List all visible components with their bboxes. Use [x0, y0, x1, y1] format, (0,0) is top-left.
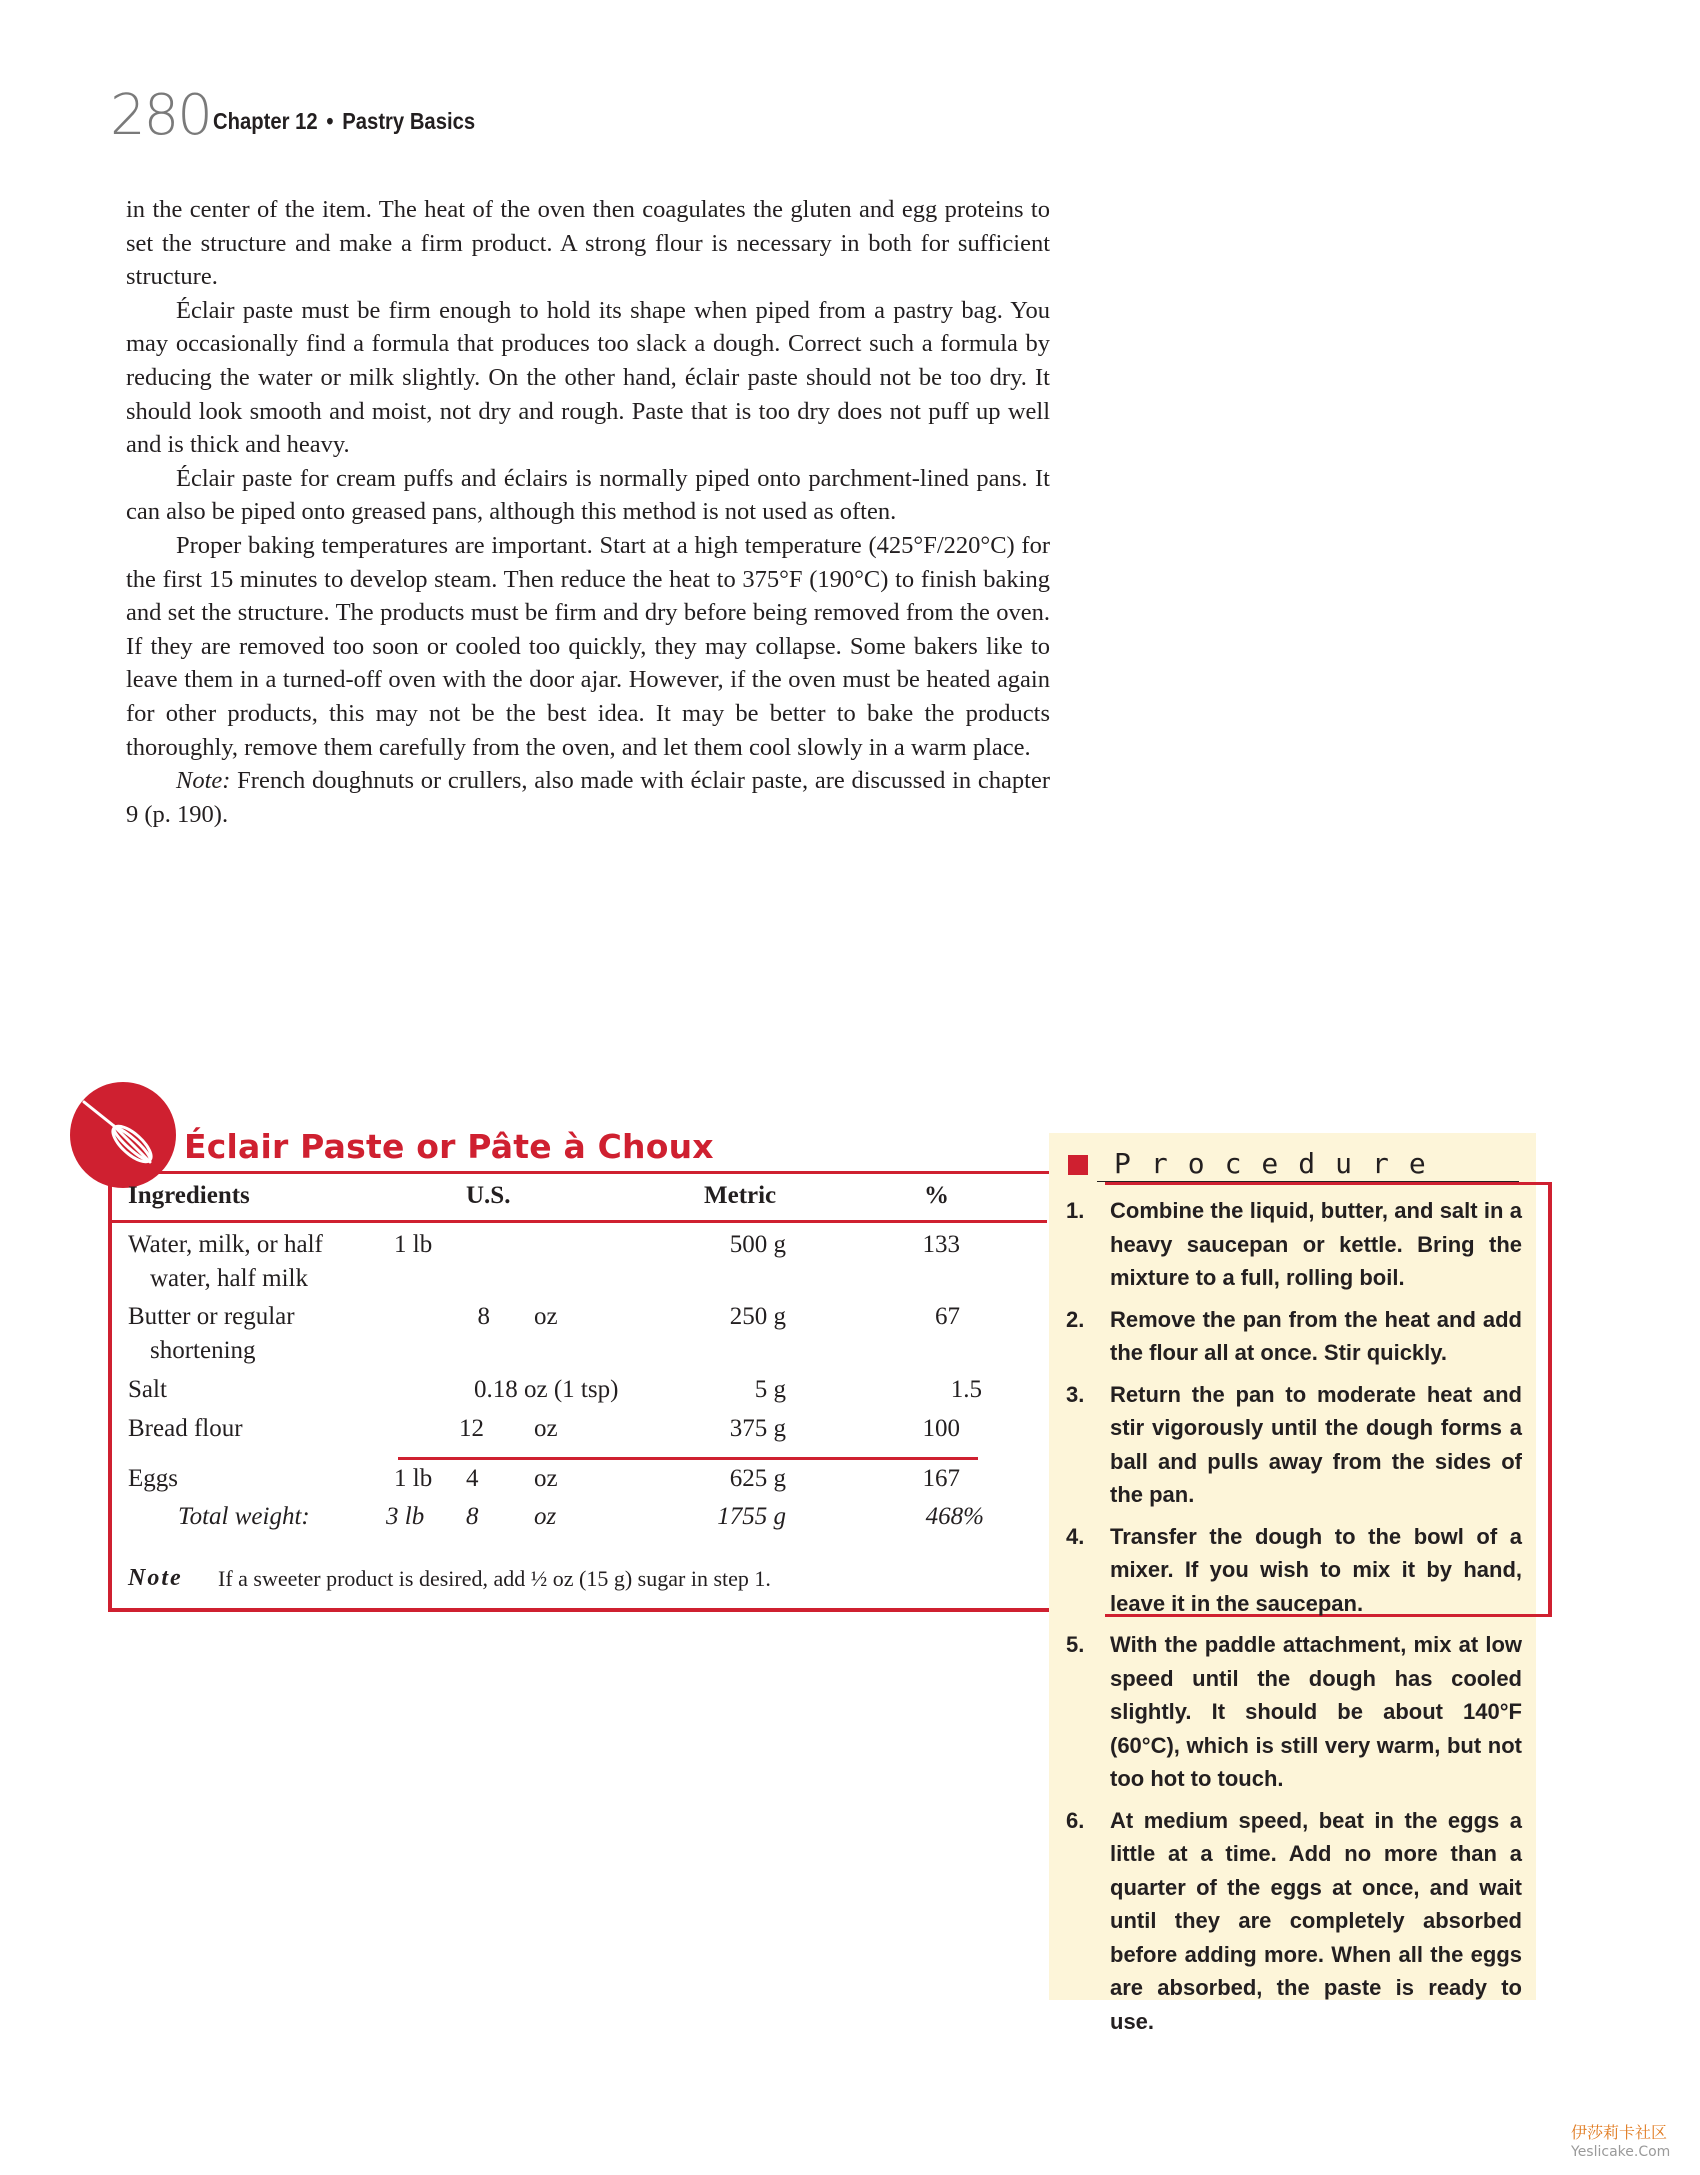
percent-value: 133: [922, 1231, 960, 1258]
ingredient-name: Eggs: [128, 1465, 178, 1492]
us-oz: 4: [466, 1465, 479, 1492]
total-label: Total weight:: [178, 1503, 310, 1530]
us-lb: 1 lb: [394, 1231, 433, 1258]
procedure-step: [1066, 1520, 1522, 1621]
ingredient-name: Bread flour: [128, 1415, 243, 1442]
us-unit: oz: [534, 1465, 558, 1492]
ingredient-name: Butter or regular: [128, 1303, 295, 1330]
us-unit: oz: [534, 1415, 558, 1442]
step-number: 2.: [1066, 1306, 1085, 1332]
step-number: 1.: [1066, 1198, 1085, 1223]
total-lb: 3 lb: [386, 1503, 425, 1530]
note-inline-label: Note:: [176, 767, 231, 795]
metric-value: 625 g: [729, 1465, 786, 1492]
header-rule: [112, 1220, 1047, 1223]
recipe-title: Éclair Paste or Pâte à Choux: [184, 1127, 714, 1166]
paragraph: Éclair paste for cream puffs and éclairs is normally piped onto parchment-lined pans. It can also be piped onto greased pans, although this method is not used as often.: [126, 464, 1050, 526]
procedure-title-rule: [1097, 1181, 1519, 1182]
total-percent: 468%: [925, 1503, 984, 1530]
us-oz: 0.18 oz (1 tsp): [474, 1376, 619, 1403]
page-number: 280: [110, 83, 211, 148]
total-oz: 8: [466, 1503, 479, 1530]
recipe-note-text: If a sweeter product is desired, add ½ oz (15 g) sugar in step 1.: [218, 1566, 771, 1591]
ingredient-name-cont: shortening: [150, 1337, 256, 1364]
section-label: Pastry Basics: [342, 108, 476, 134]
procedure-title: Procedure: [1114, 1147, 1446, 1180]
metric-value: 500 g: [729, 1231, 786, 1258]
col-head-percent: %: [924, 1182, 949, 1209]
note-inline-text: French doughnuts or crullers, also made with éclair paste, are discussed in chapter 9 (p. 190).: [126, 767, 1050, 828]
procedure-step: [1066, 1628, 1522, 1796]
paragraph-note: [126, 764, 1050, 831]
recipe-note-label: Note: [128, 1565, 183, 1591]
percent-value: 1.5: [950, 1376, 982, 1403]
chapter-label: Chapter 12: [213, 108, 318, 134]
watermark-cn: 伊莎莉卡社区: [1571, 2123, 1668, 2142]
procedure-step: [1066, 1804, 1522, 2039]
paragraph: Proper baking temperatures are important. Start at a high temperature (425°F/220°C) for the first 15 minutes to develop steam. Then reduce the heat to 375°F (190°C) to finish baking and set the structure. The products must be firm and dry before being removed from the oven. If they are removed too soon or cooled too quickly, they may collapse. Some bakers like to leave them in a turned-off oven with the door ajar. However, if the oven must be heated again for other products, this may not be the best idea. It may be better to bake the products thoroughly, remove them carefully from the oven, and let them cool slowly in a warm place.: [126, 531, 1050, 761]
paragraph: in the center of the item. The heat of the oven then coagulates the gluten and egg proteins to set the structure and make a firm product. A strong flour is necessary in both for sufficient structure.: [126, 196, 1050, 291]
running-head: [213, 108, 475, 135]
us-oz: 12: [459, 1415, 484, 1442]
step-text: Transfer the dough to the bowl of a mixer. If you wish to mix it by hand, leave it in the saucepan.: [1110, 1523, 1522, 1616]
bullet-separator: •: [326, 108, 334, 134]
step-number: 5.: [1066, 1632, 1085, 1657]
watermark-en: Yeslicake.Com: [1571, 2144, 1671, 2160]
us-unit: oz: [534, 1303, 558, 1330]
metric-value: 250 g: [729, 1303, 786, 1330]
subtotal-rule: [398, 1457, 978, 1460]
metric-value: 5 g: [754, 1376, 786, 1403]
paragraph: Éclair paste must be firm enough to hold its shape when piped from a pastry bag. You may occasionally find a formula that produces too slack a dough. Correct such a formula by reducing the water or milk slightly. On the other hand, éclair paste should not be too dry. It should look smooth and moist, not dry and rough. Paste that is too dry does not puff up well and is thick and heavy.: [126, 296, 1050, 459]
total-metric: 1755 g: [717, 1503, 786, 1530]
percent-value: 167: [922, 1465, 960, 1492]
step-text: Remove the pan from the heat and add the flour all at once. Stir quickly.: [1110, 1306, 1522, 1365]
col-head-ingredients: Ingredients: [128, 1182, 250, 1209]
procedure-step: [1066, 1303, 1522, 1370]
body-text: [126, 193, 1050, 831]
step-text: With the paddle attachment, mix at low speed until the dough has cooled slightly. It should be about 140°F (60°C), which is still very warm, but not too hot to touch.: [1110, 1632, 1522, 1791]
percent-value: 100: [922, 1415, 960, 1442]
step-number: 4.: [1066, 1523, 1085, 1549]
step-number: 3.: [1066, 1381, 1085, 1407]
step-number: 6.: [1066, 1807, 1085, 1833]
ingredient-name-cont: water, half milk: [150, 1265, 308, 1292]
step-text: Combine the liquid, butter, and salt in a heavy saucepan or kettle. Bring the mixture to a full, rolling boil.: [1110, 1198, 1522, 1290]
ingredient-name: Salt: [128, 1376, 167, 1403]
procedure-step: [1066, 1378, 1522, 1512]
step-text: Return the pan to moderate heat and stir vigorously until the dough forms a ball and pulls away from the sides of the pan.: [1110, 1381, 1522, 1507]
ingredient-name: Water, milk, or half: [128, 1231, 323, 1258]
percent-value: 67: [935, 1303, 960, 1330]
procedure-marker: [1068, 1155, 1088, 1175]
col-head-metric: Metric: [704, 1182, 777, 1209]
us-oz: 8: [477, 1303, 490, 1330]
step-text: At medium speed, beat in the eggs a little at a time. Add no more than a quarter of the eggs at once, and wait until they are completely absorbed before adding more. When all the eggs are absorbed, the paste is ready to use.: [1110, 1807, 1522, 2034]
total-unit: oz: [534, 1503, 557, 1530]
col-head-us: U.S.: [466, 1182, 511, 1209]
metric-value: 375 g: [729, 1415, 786, 1442]
us-lb: 1 lb: [394, 1465, 433, 1492]
procedure-steps: [1066, 1194, 1522, 2046]
procedure-step: [1066, 1194, 1522, 1295]
